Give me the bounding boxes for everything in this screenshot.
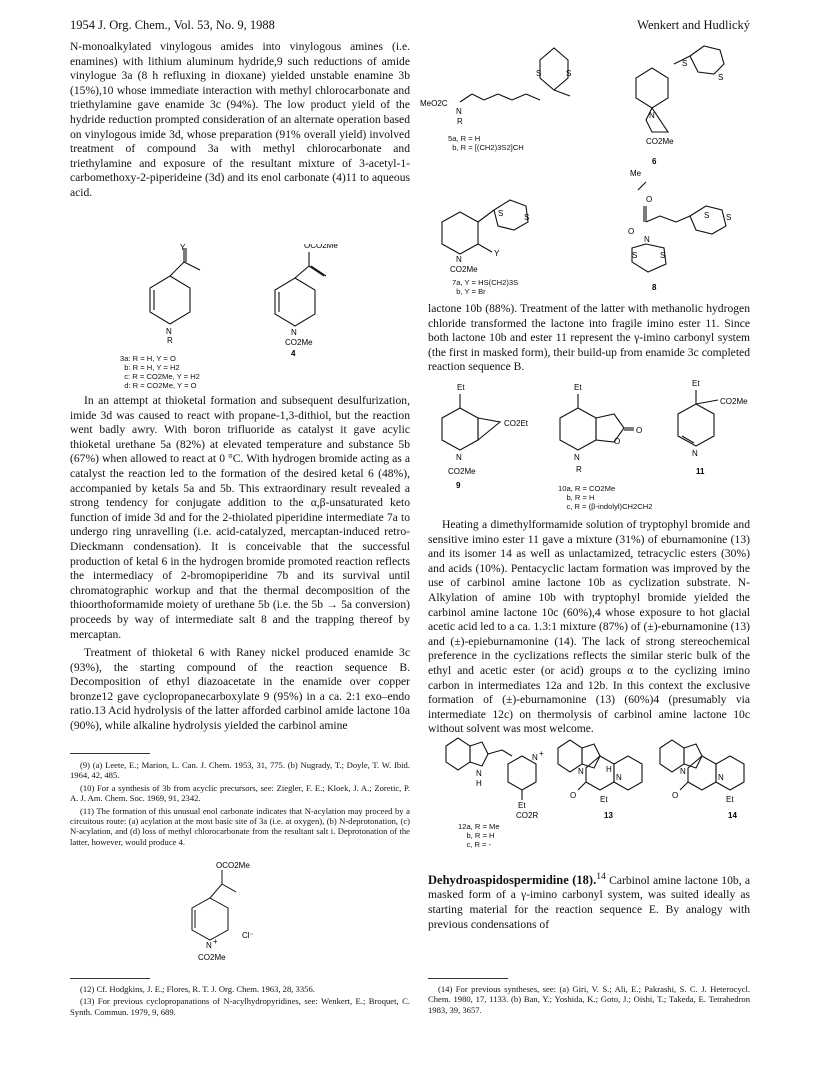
compound-label-11: 11 [696, 467, 705, 476]
paragraph: Treatment of thioketal 6 with Raney nickel produced enamide 3c (93%), the starting compound of the reaction sequence B. Decomposition of ethyl diazoacetate in the enamide over copper bronze12 gave cyclopropanecarboxylate 9 (95%) in a ca. 2:1 exo–endo ratio.13 Acid hydrolysis of the latter afforded carbinol amide lactone 10a (90%), while alkaline hydrolysis yielded the carbinol amine [70, 646, 410, 733]
section-text: Carbinol amine lactone 10b, a masked form of a γ-imino carbonyl system, was suited ideally as starting material for the reaction sequence E. By analogy with previous condensations of [428, 873, 750, 931]
atom-n: N [649, 111, 655, 120]
atom-oco2me: OCO2Me [216, 861, 250, 870]
atom-n: N [644, 235, 650, 244]
atom-o: O [646, 195, 653, 204]
atom-co2me: CO2Me [720, 397, 748, 406]
right-column-section [428, 870, 750, 936]
atom-s: S [632, 251, 638, 260]
atom-n: N [206, 941, 212, 950]
atom-n: N [616, 773, 622, 782]
paragraph: In an attempt at thioketal formation and subsequent desulfurization, imide 3d was caused to react with propane-1,3-dithiol, but the reaction went badly awry. With boron trifluoride as catalyst it gave acylic thioketal urethane 5a (82%) at elevated temperature and substance 5b (67%) when allowed to react at 0 °C. With hydrogen bromide acting as a catalyst the reaction led to the formation of the desired ketal 6 (48%), accompanied by ketals 5a and 5b. This extraordinary result revealed a strong tendency for conjugate addition to the α,β-unsaturated keto function of imide 3d and for the 2-thiolated piperidine intermediate 7a to undergo ring unravelling (i.e. acid-catalyzed, mercaptan-induced retro-Dieckmann condensation). It is conceivable that the successful production of ketal 6 in the hydrogen bromide promoted reaction reflects the intermediacy of 2-bromopiperidine 7b and its survival until chromatographic workup and that the thermal decomposition of the thioorthoformamide moiety of urethane 5b (i.e. the 5b → 5a conversion) proceeds by way of intermediate salt 8 and the trapping thereof by mercaptan. [70, 394, 410, 641]
atom-co2me: CO2Me [198, 953, 226, 962]
atom-r: R [167, 336, 173, 345]
paragraph: N-monoalkylated vinylogous amides into vinylogous amines (i.e. enamines) with lithium aluminum hydride,9 such reductions of amide vinylogue 3a (8 h refluxing in dioxane) yielded unstable enamine 3b (15%),10 whose immediate interaction with methyl chlorocarbonate and triethylamine gave enamide 3c (94%). The low product yield of the hydride reduction prompted consideration of an alternate operation based on vinylogous imide 3d, whose preparation (91% overall yield) involved treatment of compound 3a with methyl chlorocarbonate and triethylamine and exposure of the resultant mixture of 3-acetyl-1-carbomethoxy-2-piperideine (3d) and its enol carbonate (4)11 to aqueous acid. [70, 40, 410, 199]
atom-cl: Cl⁻ [242, 931, 254, 940]
compound-label-6: 6 [652, 157, 657, 166]
atom-s: S [704, 211, 710, 220]
atom-o: O [614, 437, 621, 446]
compound-label-4: 4 [291, 349, 296, 358]
footnote-10: (10) For a synthesis of 3b from acyclic precursors, see: Ziegler, F. E.; Kloek, J. A.; Zoretic, P. A. J. Am. Chem. Soc. 1969, 91, 2342. [70, 782, 410, 804]
compound-label-13: 13 [604, 811, 613, 820]
atom-co2me: CO2Me [448, 467, 476, 476]
caption-3: 3a: R = H, Y = O b: R = H, Y = H2 c: R = CO2Me, Y = H2 d: R = CO2Me, Y = O [120, 354, 200, 390]
paragraph: Heating a dimethylformamide solution of tryptophyl bromide and sensitive imino ester 11 gave a mixture (31%) of eburnamonine (13) and its isomer 14 as well as unlactamized, tetracyclic esters (30%) and acids (10%). Pentacyclic lactam formation was improved by the use of carbinol amine lactone 10b as cyclization substrate. N-Alkylation of amine 10b with tryptophyl bromide yielded the carbinol amine lactone 10c (60%),4 whose exposure to hot glacial acetic acid led to a ca. 1.3:1 mixture (87%) of (±)-eburnamonine (13) and (±)-epieburnamonine (14). The lack of strong stereochemical preference in the cyclizations reflects the similar steric bulk of the ethyl and acetic ester (or acid) groups α to the cyclizing imino carbon in intermediates 12a and 12b. In this context the exclusive formation of (±)-eburnamonine (13) (60%)4 (presumably via intermediate 12c) on thermolysis of carbinol amine lactone 10c without solvent was most welcome. [428, 518, 750, 736]
atom-n: N [532, 753, 538, 762]
paragraph [428, 870, 750, 932]
atom-y: Y [494, 249, 500, 258]
atom-h: H [606, 765, 612, 774]
atom-plus: + [213, 937, 218, 946]
authors: Wenkert and Hudlický [637, 18, 750, 32]
footnote-12: (12) Cf. Hodgkins, J. E.; Flores, R. T. J. Org. Chem. 1963, 28, 3356. [80, 984, 315, 994]
journal-citation: 1954 J. Org. Chem., Vol. 53, No. 9, 1988 [70, 18, 275, 32]
atom-n: N [718, 773, 724, 782]
atom-s: S [718, 73, 724, 82]
atom-co2me: CO2Me [646, 137, 674, 146]
atom-s: S [566, 69, 572, 78]
compound-label-14: 14 [728, 811, 737, 820]
structure-salt-i [160, 858, 280, 970]
atom-oco2me: OCO2Me [304, 244, 338, 250]
atom-n: N [692, 449, 698, 458]
atom-s: S [536, 69, 542, 78]
caption-10: 10a, R = CO2Me b, R = H c, R = (β-indolyl)CH2CH2 [558, 484, 653, 511]
atom-s: S [524, 213, 530, 222]
atom-y: Y [180, 244, 186, 252]
footnote-rule [70, 753, 150, 754]
atom-s: S [726, 213, 732, 222]
atom-et: Et [457, 383, 465, 392]
left-column-body [70, 394, 410, 738]
atom-n: N [166, 327, 172, 336]
atom-n: N [476, 769, 482, 778]
footnote-14: (14) For previous syntheses, see: (a) Giri, V. S.; Ali, E.; Pakrashi, S. C. J. Heterocycl. Chem. 1980, 17, 1133. (b) Ban, Y.; Yoshida, K.; Goto, J.; Oishi, T.; Takeda, E. Tetrahedron 1983, 39, 3657. [428, 984, 750, 1015]
atom-o: O [570, 791, 577, 800]
atom-o: O [636, 426, 643, 435]
section-ref: 14 [596, 871, 606, 882]
paragraph: lactone 10b (88%). Treatment of the latter with methanolic hydrogen chloride transformed the lactone into fragile imino ester 11. Since both lactone 10b and ester 11 represent the γ-imino carbonyl system (the first in masked form), their build-up from enamide 3c completed reaction sequence B. [428, 302, 750, 374]
atom-s: S [682, 59, 688, 68]
atom-co2me: CO2Me [450, 265, 478, 274]
left-column-top [70, 40, 410, 205]
atom-o: O [672, 791, 679, 800]
atom-s: S [498, 209, 504, 218]
atom-et: Et [518, 801, 526, 810]
footnote-rule [70, 978, 150, 979]
atom-n: N [680, 767, 686, 776]
atom-et: Et [600, 795, 608, 804]
structures-5-8 [420, 40, 750, 302]
footnotes-bottom-right [428, 984, 750, 1017]
atom-r: R [576, 465, 582, 474]
compound-label-9: 9 [456, 481, 461, 490]
atom-n: N [578, 767, 584, 776]
right-column-body [428, 518, 750, 741]
footnotes-bottom-left [70, 984, 410, 1019]
atom-et: Et [574, 383, 582, 392]
atom-co2r: CO2R [516, 811, 539, 820]
atom-me: Me [630, 169, 642, 178]
right-column-top [428, 302, 750, 379]
atom-co2et: CO2Et [504, 419, 529, 428]
atom-meo2c: MeO2C [420, 99, 448, 108]
footnote-rule [428, 978, 508, 979]
atom-s: S [660, 251, 666, 260]
atom-n: N [574, 453, 580, 462]
atom-n: N [291, 328, 297, 337]
footnote-9: (9) (a) Leete, E.; Marion, L. Can. J. Chem. 1953, 31, 775. (b) Nugrady, T.; Doyle, T. W. Ibid. 1964, 42, 485. [70, 760, 410, 781]
compound-label-8: 8 [652, 283, 657, 292]
caption-7: 7a, Y = HS(CH2)3S b, Y = Br [452, 278, 519, 296]
footnotes-left [70, 760, 410, 849]
footnote-11: (11) The formation of this unusual enol carbonate indicates that N-acylation may proceed by a circuitous route: (a) acylation at the most basic site of 3a (i.e. at oxygen), (b) N-deprotonation, (c) N-acylation, and (d) loss of methyl chlorocarbonate from the resultant salt i. Deprotonation of the latter, however, would produce 4. [70, 805, 410, 847]
caption-12: 12a, R = Me b, R = H c, R = - [458, 822, 500, 849]
structures-12-14 [428, 728, 750, 836]
atom-r: R [457, 117, 463, 126]
caption-5: 5a, R = H b, R = [(CH2)3S2]CH [448, 134, 524, 152]
atom-n: N [456, 453, 462, 462]
atom-h: H [476, 779, 482, 788]
section-title: Dehydroaspidospermidine (18). [428, 872, 597, 887]
atom-plus: + [539, 749, 544, 758]
footnote-13: (13) For previous cyclopropanations of N-acylhydropyridines, see: Wenkert, E.; Broquet, C. Synth. Commun. 1979, 9, 689. [70, 996, 410, 1017]
atom-et: Et [692, 379, 700, 388]
running-header [70, 18, 750, 36]
atom-o: O [628, 227, 635, 236]
structures-3-4 [110, 244, 340, 359]
atom-n: N [456, 107, 462, 116]
atom-co2me: CO2Me [285, 338, 313, 347]
atom-n: N [456, 255, 462, 264]
atom-et: Et [726, 795, 734, 804]
